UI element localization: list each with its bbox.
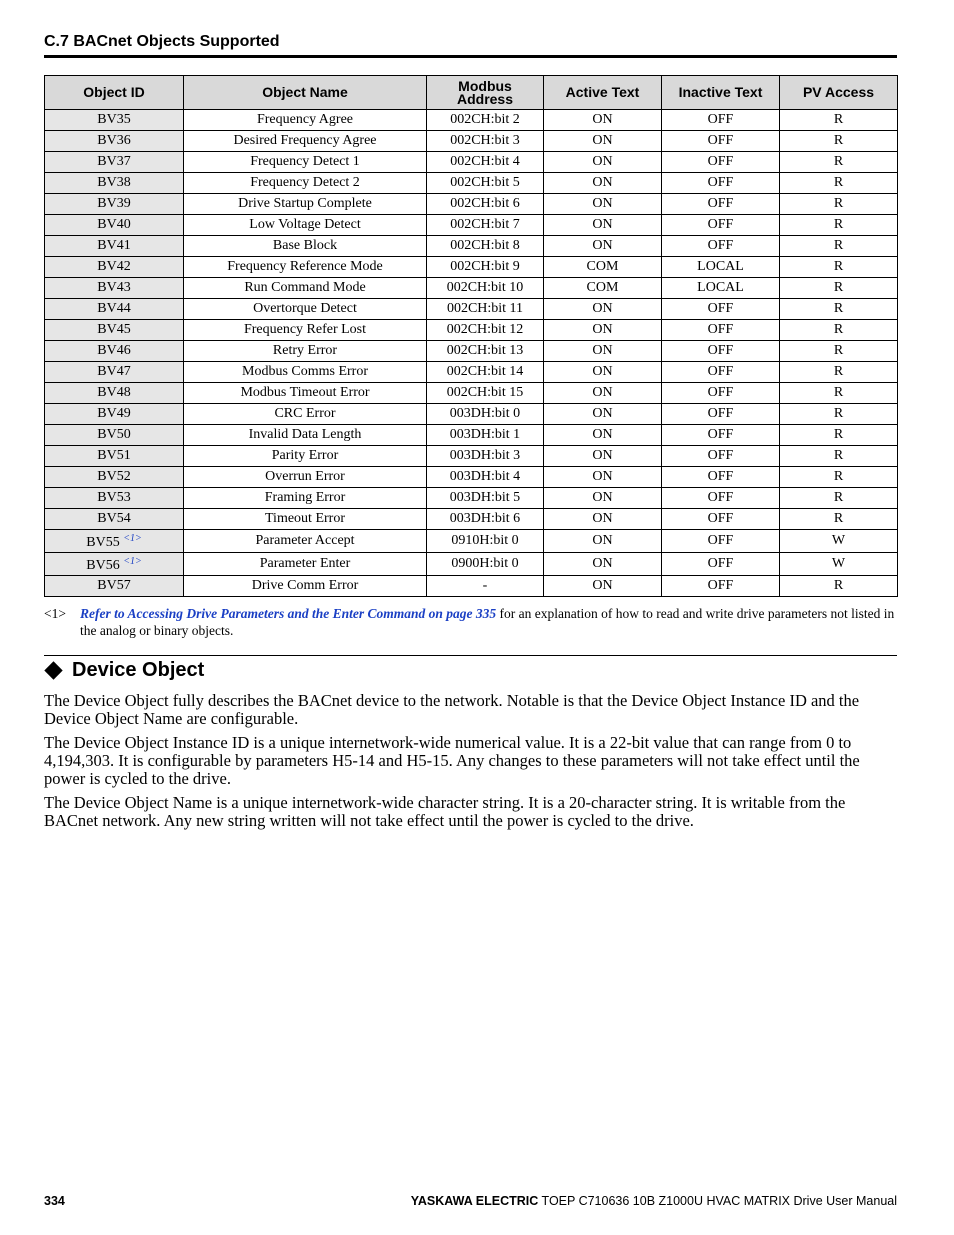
paragraph: The Device Object Instance ID is a unique internetwork-wide numerical value. It is a 22-bit value that can range from 0 to 4,194,303. It is configurable by parameters H5-14 and H5-15. Any changes to these parameters will not take effect until the power is cycled to the drive. <box>44 733 860 788</box>
table-row <box>45 488 898 509</box>
page-number: 334 <box>44 1194 65 1208</box>
inactive-text-cell: OFF <box>662 425 780 446</box>
paragraph: The Device Object Name is a unique internetwork-wide character string. It is a 20-character string. It is writable from the BACnet network. Any new string written will not take effect until the power is cycled to the drive. <box>44 793 846 830</box>
table-row <box>45 383 898 404</box>
object-name-cell: Timeout Error <box>184 509 427 530</box>
footer-company: YASKAWA ELECTRIC <box>410 1194 539 1208</box>
footer-manual-title <box>411 1194 897 1208</box>
object-id-text: BV50 <box>97 427 131 442</box>
active-text-cell: ON <box>544 341 662 362</box>
object-id-text: BV52 <box>97 469 131 484</box>
footnote-link[interactable]: Refer to Accessing Drive Parameters and the Enter Command on page 335 <box>80 606 497 621</box>
table-row <box>45 278 898 299</box>
object-name-cell: Modbus Comms Error <box>184 362 427 383</box>
modbus-address-cell: 002CH:bit 3 <box>427 131 544 152</box>
inactive-text-cell: OFF <box>662 553 780 576</box>
object-id-cell <box>45 236 184 257</box>
table-row <box>45 110 898 131</box>
object-id-cell <box>45 194 184 215</box>
table-row <box>45 152 898 173</box>
modbus-address-cell: 0900H:bit 0 <box>427 553 544 576</box>
pv-access-cell: R <box>780 488 898 509</box>
modbus-address-cell: 003DH:bit 4 <box>427 467 544 488</box>
object-id-text: BV51 <box>97 448 131 463</box>
object-id-text: BV45 <box>97 322 131 337</box>
object-id-cell <box>45 278 184 299</box>
object-id-cell <box>45 299 184 320</box>
table-row <box>45 467 898 488</box>
object-name-cell: Low Voltage Detect <box>184 215 427 236</box>
inactive-text-cell: OFF <box>662 509 780 530</box>
inactive-text-cell: OFF <box>662 404 780 425</box>
pv-access-cell: R <box>780 509 898 530</box>
inactive-text-cell: OFF <box>662 110 780 131</box>
col-header-object-name: Object Name <box>184 76 427 110</box>
modbus-address-cell: 002CH:bit 10 <box>427 278 544 299</box>
modbus-address-cell: 0910H:bit 0 <box>427 530 544 553</box>
object-id-text: BV43 <box>97 280 131 295</box>
device-object-heading <box>44 659 204 682</box>
active-text-cell: ON <box>544 173 662 194</box>
pv-access-cell: R <box>780 257 898 278</box>
pv-access-cell: R <box>780 131 898 152</box>
table-row <box>45 131 898 152</box>
object-name-cell: Desired Frequency Agree <box>184 131 427 152</box>
bacnet-objects-table <box>44 75 898 597</box>
object-id-text: BV48 <box>97 385 131 400</box>
object-id-text: BV42 <box>97 259 131 274</box>
section-rule <box>44 55 897 58</box>
modbus-address-cell: 003DH:bit 5 <box>427 488 544 509</box>
object-name-cell: Overrun Error <box>184 467 427 488</box>
table-row <box>45 194 898 215</box>
inactive-text-cell: OFF <box>662 446 780 467</box>
table-row <box>45 236 898 257</box>
object-name-cell: Frequency Reference Mode <box>184 257 427 278</box>
modbus-address-cell: 002CH:bit 2 <box>427 110 544 131</box>
pv-access-cell: R <box>780 299 898 320</box>
object-name-cell: Frequency Agree <box>184 110 427 131</box>
modbus-address-cell: 002CH:bit 8 <box>427 236 544 257</box>
object-id-cell <box>45 446 184 467</box>
active-text-cell: ON <box>544 362 662 383</box>
active-text-cell: COM <box>544 278 662 299</box>
object-id-cell <box>45 576 184 597</box>
inactive-text-cell: OFF <box>662 488 780 509</box>
object-name-cell: Parameter Enter <box>184 553 427 576</box>
pv-access-cell: R <box>780 383 898 404</box>
object-name-cell: Base Block <box>184 236 427 257</box>
active-text-cell: ON <box>544 383 662 404</box>
footnote-ref[interactable]: <1> <box>123 533 142 544</box>
table-row <box>45 173 898 194</box>
table-row <box>45 553 898 576</box>
object-id-text: BV35 <box>97 112 131 127</box>
modbus-address-cell: 002CH:bit 12 <box>427 320 544 341</box>
modbus-address-cell: 003DH:bit 6 <box>427 509 544 530</box>
active-text-cell: ON <box>544 446 662 467</box>
object-id-text: BV39 <box>97 196 131 211</box>
inactive-text-cell: OFF <box>662 194 780 215</box>
object-name-cell: Retry Error <box>184 341 427 362</box>
table-row <box>45 362 898 383</box>
active-text-cell: COM <box>544 257 662 278</box>
pv-access-cell: R <box>780 110 898 131</box>
modbus-address-cell: 002CH:bit 13 <box>427 341 544 362</box>
active-text-cell: ON <box>544 215 662 236</box>
table-row <box>45 509 898 530</box>
object-id-text: BV38 <box>97 175 131 190</box>
object-id-text: BV41 <box>97 238 131 253</box>
section-title: C.7 BACnet Objects Supported <box>44 33 280 50</box>
object-id-cell <box>45 404 184 425</box>
table-row <box>45 530 898 553</box>
col-header-inactive-text: Inactive Text <box>662 76 780 110</box>
object-id-cell <box>45 383 184 404</box>
object-name-cell: Overtorque Detect <box>184 299 427 320</box>
inactive-text-cell: OFF <box>662 576 780 597</box>
table-row <box>45 257 898 278</box>
pv-access-cell: R <box>780 320 898 341</box>
table-row <box>45 341 898 362</box>
object-id-text: BV46 <box>97 343 131 358</box>
paragraph: The Device Object fully describes the BACnet device to the network. Notable is that the Device Object Instance ID and the Device Object Name are configurable. <box>44 691 860 728</box>
device-object-body <box>44 692 897 836</box>
modbus-address-cell: 002CH:bit 5 <box>427 173 544 194</box>
object-id-cell <box>45 341 184 362</box>
pv-access-cell: W <box>780 553 898 576</box>
inactive-text-cell: OFF <box>662 383 780 404</box>
col-header-pv-access: PV Access <box>780 76 898 110</box>
modbus-address-cell: 002CH:bit 9 <box>427 257 544 278</box>
pv-access-cell: R <box>780 362 898 383</box>
object-id-text: BV37 <box>97 154 131 169</box>
table-row <box>45 425 898 446</box>
device-object-heading-text: Device Object <box>72 659 205 681</box>
table-body <box>45 110 898 597</box>
diamond-bullet-icon <box>44 661 62 679</box>
inactive-text-cell: OFF <box>662 341 780 362</box>
active-text-cell: ON <box>544 488 662 509</box>
object-id-cell <box>45 467 184 488</box>
object-name-cell: Framing Error <box>184 488 427 509</box>
pv-access-cell: R <box>780 341 898 362</box>
inactive-text-cell: OFF <box>662 362 780 383</box>
modbus-address-cell: 002CH:bit 11 <box>427 299 544 320</box>
table-row <box>45 320 898 341</box>
active-text-cell: ON <box>544 404 662 425</box>
object-id-text: BV55 <box>86 535 120 550</box>
pv-access-cell: R <box>780 236 898 257</box>
footnote-ref[interactable]: <1> <box>123 556 142 567</box>
object-id-cell <box>45 425 184 446</box>
active-text-cell: ON <box>544 110 662 131</box>
object-id-cell <box>45 257 184 278</box>
object-name-cell: Frequency Detect 1 <box>184 152 427 173</box>
object-id-text: BV57 <box>97 578 131 593</box>
table-row <box>45 576 898 597</box>
subsection-rule <box>44 655 897 656</box>
inactive-text-cell: OFF <box>662 152 780 173</box>
object-name-cell: Drive Startup Complete <box>184 194 427 215</box>
footnote <box>44 605 897 639</box>
object-id-cell <box>45 553 184 576</box>
pv-access-cell: R <box>780 404 898 425</box>
object-name-cell: CRC Error <box>184 404 427 425</box>
table-row <box>45 299 898 320</box>
object-id-text: BV54 <box>97 511 131 526</box>
active-text-cell: ON <box>544 236 662 257</box>
object-id-cell <box>45 152 184 173</box>
object-id-cell <box>45 509 184 530</box>
object-id-cell <box>45 110 184 131</box>
pv-access-cell: R <box>780 152 898 173</box>
modbus-address-cell: - <box>427 576 544 597</box>
inactive-text-cell: OFF <box>662 236 780 257</box>
inactive-text-cell: OFF <box>662 299 780 320</box>
object-name-cell: Frequency Detect 2 <box>184 173 427 194</box>
object-id-text: BV44 <box>97 301 131 316</box>
inactive-text-cell: LOCAL <box>662 257 780 278</box>
pv-access-cell: R <box>780 215 898 236</box>
active-text-cell: ON <box>544 509 662 530</box>
object-id-text: BV49 <box>97 406 131 421</box>
col-header-active-text: Active Text <box>544 76 662 110</box>
object-id-cell <box>45 488 184 509</box>
active-text-cell: ON <box>544 553 662 576</box>
object-name-cell: Parameter Accept <box>184 530 427 553</box>
pv-access-cell: R <box>780 278 898 299</box>
table-row <box>45 215 898 236</box>
inactive-text-cell: OFF <box>662 530 780 553</box>
inactive-text-cell: OFF <box>662 131 780 152</box>
object-id-text: BV47 <box>97 364 131 379</box>
modbus-address-cell: 002CH:bit 4 <box>427 152 544 173</box>
modbus-address-cell: 002CH:bit 14 <box>427 362 544 383</box>
footnote-marker: <1> <box>44 606 66 621</box>
table-header-row <box>45 76 898 110</box>
inactive-text-cell: OFF <box>662 320 780 341</box>
object-id-cell <box>45 320 184 341</box>
modbus-address-cell: 002CH:bit 15 <box>427 383 544 404</box>
object-id-text: BV53 <box>97 490 131 505</box>
footer-manual: TOEP C710636 10B Z1000U HVAC MATRIX Drive User Manual <box>538 1194 897 1208</box>
col-header-object-id: Object ID <box>45 76 184 110</box>
active-text-cell: ON <box>544 467 662 488</box>
modbus-address-cell: 003DH:bit 1 <box>427 425 544 446</box>
active-text-cell: ON <box>544 320 662 341</box>
object-id-cell <box>45 173 184 194</box>
modbus-address-cell: 002CH:bit 7 <box>427 215 544 236</box>
pv-access-cell: R <box>780 425 898 446</box>
object-id-cell <box>45 131 184 152</box>
active-text-cell: ON <box>544 152 662 173</box>
object-id-cell <box>45 530 184 553</box>
pv-access-cell: W <box>780 530 898 553</box>
modbus-address-cell: 002CH:bit 6 <box>427 194 544 215</box>
footnote-text: for an explanation of how to read and write drive parameters not listed in the analog or binary objects. <box>80 606 895 638</box>
active-text-cell: ON <box>544 425 662 446</box>
active-text-cell: ON <box>544 194 662 215</box>
inactive-text-cell: LOCAL <box>662 278 780 299</box>
pv-access-cell: R <box>780 467 898 488</box>
active-text-cell: ON <box>544 131 662 152</box>
modbus-address-cell: 003DH:bit 3 <box>427 446 544 467</box>
pv-access-cell: R <box>780 446 898 467</box>
object-name-cell: Modbus Timeout Error <box>184 383 427 404</box>
active-text-cell: ON <box>544 299 662 320</box>
object-name-cell: Run Command Mode <box>184 278 427 299</box>
object-id-text: BV40 <box>97 217 131 232</box>
object-id-cell <box>45 215 184 236</box>
object-name-cell: Invalid Data Length <box>184 425 427 446</box>
pv-access-cell: R <box>780 576 898 597</box>
table-row <box>45 404 898 425</box>
inactive-text-cell: OFF <box>662 173 780 194</box>
object-id-cell <box>45 362 184 383</box>
object-id-text: BV56 <box>86 558 120 573</box>
active-text-cell: ON <box>544 530 662 553</box>
object-name-cell: Drive Comm Error <box>184 576 427 597</box>
object-name-cell: Frequency Refer Lost <box>184 320 427 341</box>
pv-access-cell: R <box>780 194 898 215</box>
object-name-cell: Parity Error <box>184 446 427 467</box>
table-row <box>45 446 898 467</box>
inactive-text-cell: OFF <box>662 215 780 236</box>
pv-access-cell: R <box>780 173 898 194</box>
object-id-text: BV36 <box>97 133 131 148</box>
active-text-cell: ON <box>544 576 662 597</box>
inactive-text-cell: OFF <box>662 467 780 488</box>
modbus-address-cell: 003DH:bit 0 <box>427 404 544 425</box>
col-header-modbus-address: Modbus Address <box>427 76 544 110</box>
